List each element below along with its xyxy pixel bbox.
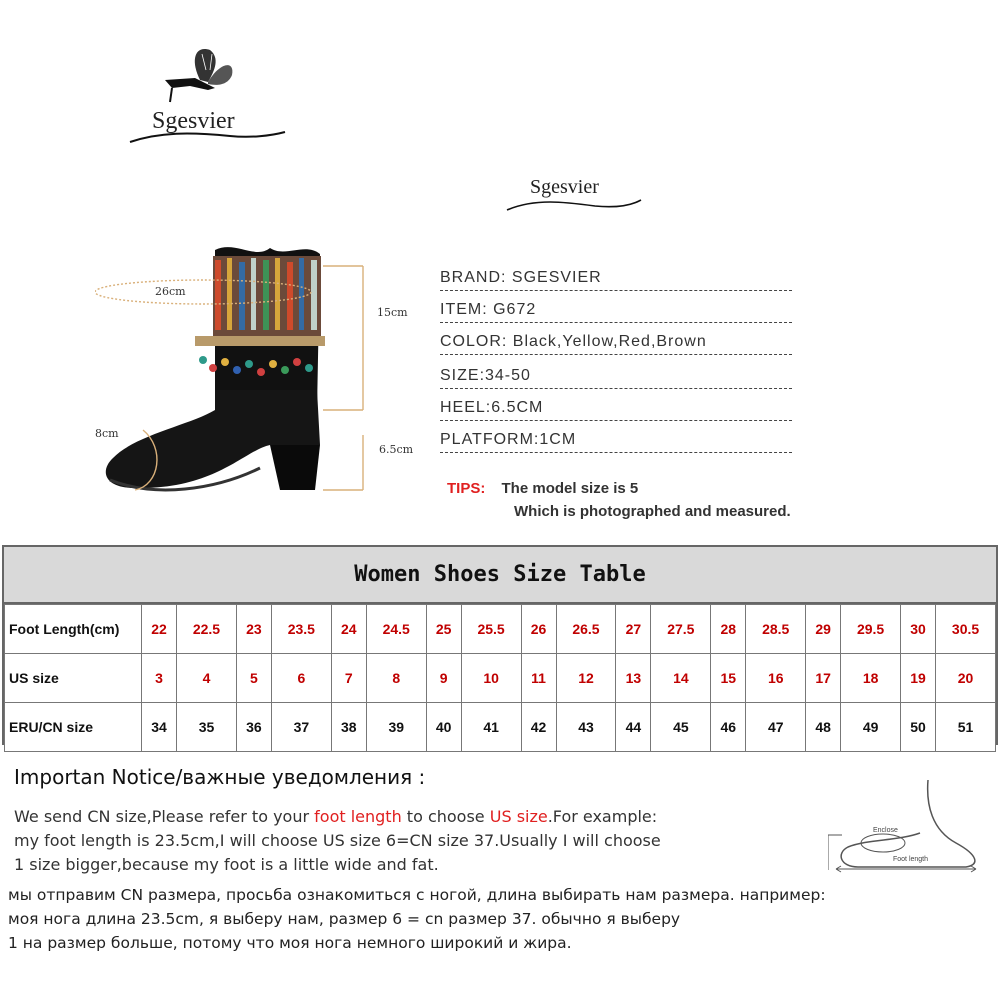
brand-logo-text-top: Sgesvier <box>152 108 235 134</box>
size-cell: 22.5 <box>177 605 237 654</box>
size-table-row <box>5 605 996 654</box>
size-row-label: Foot Length(cm) <box>5 605 142 654</box>
size-cell: 43 <box>556 703 616 752</box>
size-cell: 38 <box>331 703 366 752</box>
spec-item: ITEM: G672 <box>440 300 792 323</box>
notice-text: to choose <box>401 807 490 826</box>
size-cell: 30.5 <box>936 605 996 654</box>
notice-highlight-foot-length: foot length <box>314 807 402 826</box>
size-cell: 27.5 <box>651 605 711 654</box>
size-cell: 25.5 <box>461 605 521 654</box>
spec-heel: HEEL:6.5CM <box>440 398 792 421</box>
notice-ru-line2: моя нога длина 23.5cm, я выберу нам, размер 6 = cn размер 37. обычно я выберу <box>8 910 681 928</box>
size-cell: 16 <box>746 654 806 703</box>
brand-logo-text-mid: Sgesvier <box>530 176 599 198</box>
spec-brand: BRAND: SGESVIER <box>440 268 792 291</box>
size-cell: 26.5 <box>556 605 616 654</box>
foot-outline-icon <box>828 775 988 880</box>
size-cell: 13 <box>616 654 651 703</box>
size-cell: 29.5 <box>841 605 901 654</box>
size-cell: 36 <box>236 703 271 752</box>
size-cell: 7 <box>331 654 366 703</box>
size-cell: 5 <box>236 654 271 703</box>
size-table-row <box>5 703 996 752</box>
size-cell: 6 <box>271 654 331 703</box>
spec-color: COLOR: Black,Yellow,Red,Brown <box>440 332 792 355</box>
size-cell: 11 <box>521 654 556 703</box>
foot-length-label: Foot length <box>893 856 929 863</box>
circumference-label: 26cm <box>155 285 186 298</box>
size-cell: 50 <box>901 703 936 752</box>
notice-en-line2: my foot length is 23.5cm,I will choose US size 6=CN size 37.Usually I will choose <box>14 831 661 850</box>
size-cell: 51 <box>936 703 996 752</box>
size-cell: 30 <box>901 605 936 654</box>
notice-text: .For example: <box>547 807 658 826</box>
size-cell: 42 <box>521 703 556 752</box>
size-table-row <box>5 654 996 703</box>
size-cell: 40 <box>426 703 461 752</box>
notice-russian <box>8 883 826 955</box>
notice-en-line1 <box>14 805 661 829</box>
size-table-title: Women Shoes Size Table <box>4 547 996 604</box>
size-cell: 26 <box>521 605 556 654</box>
size-cell: 44 <box>616 703 651 752</box>
spec-size: SIZE:34-50 <box>440 366 792 389</box>
size-cell: 29 <box>806 605 841 654</box>
size-cell: 14 <box>651 654 711 703</box>
size-row-label: ERU/CN size <box>5 703 142 752</box>
size-cell: 39 <box>366 703 426 752</box>
size-cell: 3 <box>142 654 177 703</box>
size-cell: 23 <box>236 605 271 654</box>
size-cell: 19 <box>901 654 936 703</box>
brand-logo-top <box>120 40 290 160</box>
size-cell: 18 <box>841 654 901 703</box>
shaft-height-label: 15cm <box>377 306 408 319</box>
size-cell: 17 <box>806 654 841 703</box>
tips-line2: Which is photographed and measured. <box>514 503 791 520</box>
size-cell: 23.5 <box>271 605 331 654</box>
size-cell: 22 <box>142 605 177 654</box>
size-cell: 48 <box>806 703 841 752</box>
size-cell: 41 <box>461 703 521 752</box>
size-cell: 20 <box>936 654 996 703</box>
notice-text: We send CN size,Please refer to your <box>14 807 315 826</box>
boot-illustration <box>95 240 425 520</box>
size-cell: 25 <box>426 605 461 654</box>
foot-measure-diagram <box>828 775 988 880</box>
size-cell: 4 <box>177 654 237 703</box>
butterfly-heel-icon <box>120 40 290 160</box>
notice-ru-line1: мы отправим CN размера, просьба ознакомиться с ногой, длина выбирать нам размера. например: <box>8 886 826 904</box>
size-cell: 49 <box>841 703 901 752</box>
tips-block <box>447 480 791 520</box>
brand-logo-mid <box>505 172 645 222</box>
size-row-label: US size <box>5 654 142 703</box>
size-cell: 10 <box>461 654 521 703</box>
size-cell: 9 <box>426 654 461 703</box>
enclose-label: Enclose <box>873 827 898 834</box>
spec-platform: PLATFORM:1CM <box>440 430 792 453</box>
size-cell: 45 <box>651 703 711 752</box>
notice-english <box>14 805 661 877</box>
size-cell: 46 <box>711 703 746 752</box>
size-cell: 28.5 <box>746 605 806 654</box>
size-cell: 12 <box>556 654 616 703</box>
notice-en-line3: 1 size bigger,because my foot is a little wide and fat. <box>14 855 439 874</box>
size-cell: 28 <box>711 605 746 654</box>
size-table <box>2 545 998 745</box>
notice-title: Importan Notice/важные уведомления : <box>14 765 426 789</box>
size-cell: 8 <box>366 654 426 703</box>
size-grid <box>4 604 996 752</box>
ankle-boot-image <box>95 240 425 520</box>
notice-ru-line3: 1 на размер больше, потому что моя нога немного широкий и жира. <box>8 934 572 952</box>
size-cell: 24 <box>331 605 366 654</box>
size-cell: 15 <box>711 654 746 703</box>
tips-label: TIPS: <box>447 480 486 497</box>
size-cell: 34 <box>142 703 177 752</box>
tips-line1: The model size is 5 <box>501 480 639 497</box>
toe-width-label: 8cm <box>95 427 119 440</box>
size-cell: 24.5 <box>366 605 426 654</box>
heel-height-label: 6.5cm <box>379 443 414 456</box>
size-cell: 37 <box>271 703 331 752</box>
notice-highlight-us-size: US size <box>489 807 548 826</box>
size-cell: 47 <box>746 703 806 752</box>
size-cell: 35 <box>177 703 237 752</box>
size-cell: 27 <box>616 605 651 654</box>
